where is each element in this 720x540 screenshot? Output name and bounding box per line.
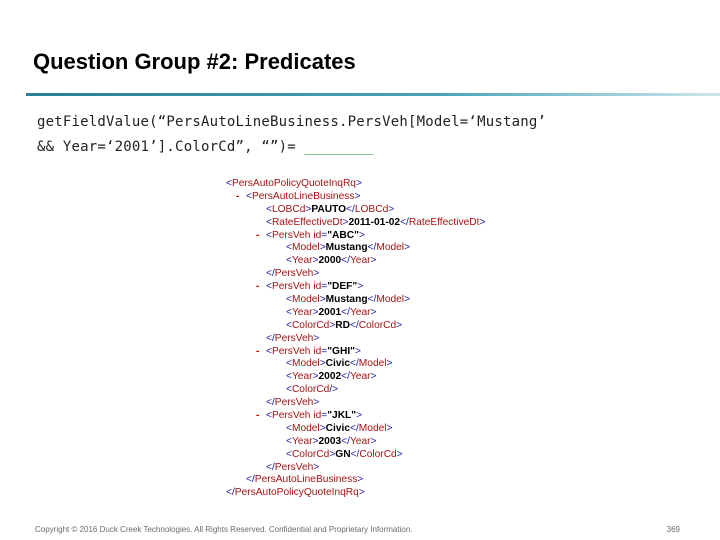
collapse-toggle-icon[interactable]: -: [236, 190, 240, 202]
xml-line-open[interactable]: - <PersAutoLineBusiness>: [236, 190, 361, 202]
code-line-1: getFieldValue(“PersAutoLineBusiness.PersVeh[Model=‘Mustang’: [37, 114, 547, 130]
xml-year: <Year>2001</Year>: [286, 306, 377, 318]
code-line-2-text: && Year=‘2001’].ColorCd”, “”)=: [37, 139, 305, 155]
xml-line-close: </PersAutoLineBusiness>: [246, 474, 364, 486]
copyright-footer: Copyright © 2016 Duck Creek Technologies. All Rights Reserved. Confidential and Proprietary Information.: [35, 525, 413, 534]
collapse-toggle-icon[interactable]: -: [256, 345, 260, 357]
xml-persveh-close: </PersVeh>: [266, 461, 320, 473]
xml-persveh-ghi-open[interactable]: - <PersVeh id="GHI">: [256, 345, 361, 357]
xml-rate-effective-dt: <RateEffectiveDt>2011-01-02</RateEffectiveDt>: [266, 216, 486, 228]
xml-persveh-close: </PersVeh>: [266, 397, 320, 409]
xml-year: <Year>2003</Year>: [286, 435, 377, 447]
collapse-toggle-icon[interactable]: -: [256, 281, 260, 293]
xml-persveh-abc-open[interactable]: - <PersVeh id="ABC">: [256, 229, 365, 241]
xml-persveh-close: </PersVeh>: [266, 332, 320, 344]
code-line-2: [37, 139, 374, 155]
collapse-toggle-icon[interactable]: -: [256, 410, 260, 422]
xml-model: <Model>Civic</Model>: [286, 358, 393, 370]
xml-colorcd-empty: <ColorCd/>: [286, 384, 339, 396]
xml-model: <Model>Civic</Model>: [286, 422, 393, 434]
xml-year: <Year>2000</Year>: [286, 255, 377, 267]
collapse-toggle-icon[interactable]: -: [256, 229, 260, 241]
page-number: 369: [666, 525, 680, 534]
xml-root-open: <PersAutoPolicyQuoteInqRq>: [226, 178, 362, 189]
xml-tree: [226, 178, 485, 500]
answer-blank: ________: [304, 139, 374, 155]
xml-year: <Year>2002</Year>: [286, 371, 377, 383]
xml-persveh-def-open[interactable]: - <PersVeh id="DEF">: [256, 281, 364, 293]
xml-model: <Model>Mustang</Model>: [286, 294, 411, 306]
xml-persveh-jkl-open[interactable]: - <PersVeh id="JKL">: [256, 410, 363, 422]
xml-colorcd: <ColorCd>GN</ColorCd>: [286, 448, 403, 460]
xml-lobcd: <LOBCd>PAUTO</LOBCd>: [266, 203, 395, 215]
xml-model: <Model>Mustang</Model>: [286, 242, 411, 254]
xml-root-close: </PersAutoPolicyQuoteInqRq>: [226, 487, 365, 499]
slide-title: Question Group #2: Predicates: [33, 49, 356, 74]
xml-colorcd: <ColorCd>RD</ColorCd>: [286, 319, 403, 331]
title-divider: [26, 93, 720, 96]
xml-persveh-close: </PersVeh>: [266, 268, 320, 280]
